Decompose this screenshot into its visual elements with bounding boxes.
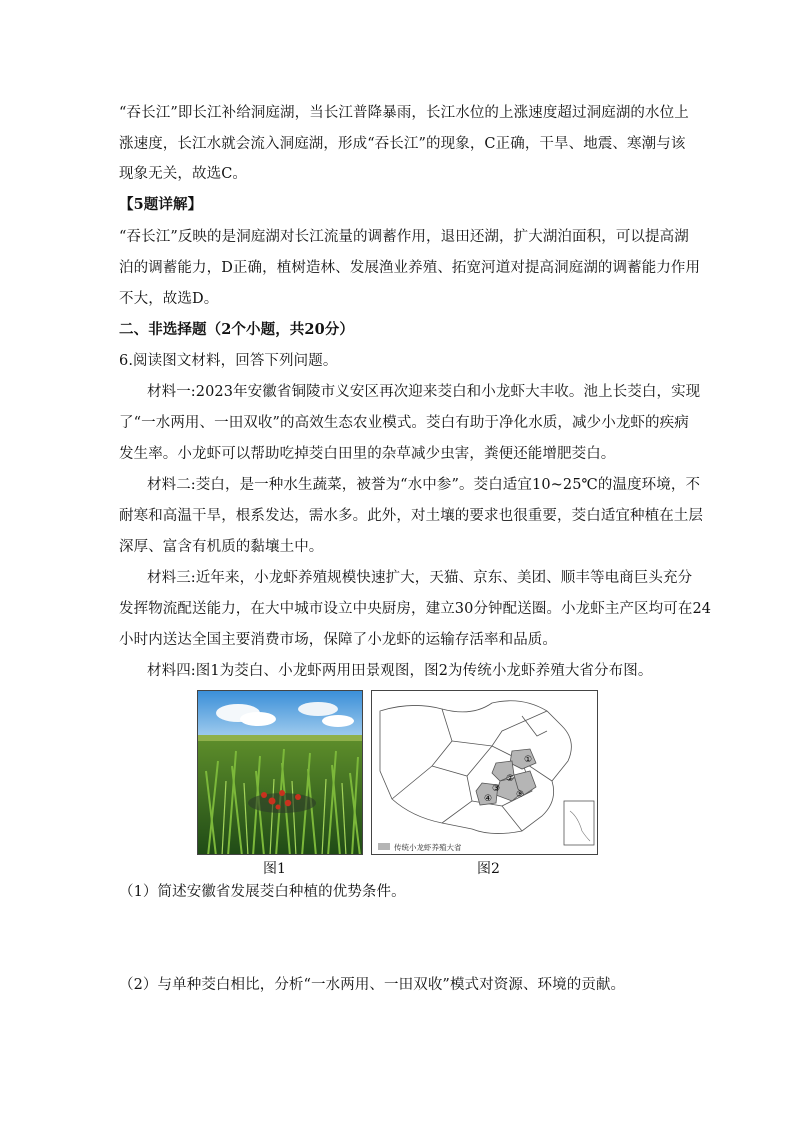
figure-2-caption: 图2 (477, 861, 500, 877)
material-text: 发挥物流配送能力，在大中城市设立中央厨房，建立30分钟配送圈。小龙虾主产区均可在24 (119, 601, 712, 617)
material-text: 发生率。小龙虾可以帮助吃掉茭白田里的杂草减少虫害，粪便还能增肥茭白。 (119, 446, 616, 462)
text-line: “吞长江”即长江补给洞庭湖，当长江普降暴雨，长江水位的上涨速度超过洞庭湖的水位上 (119, 105, 689, 121)
material-text: 材料三:近年来，小龙虾养殖规模快速扩大，天猫、京东、美团、顺丰等电商巨头充分 (147, 570, 693, 586)
china-province-map (372, 691, 598, 855)
field-photo-image (198, 691, 363, 855)
material-text: 小时内送达全国主要消费市场，保障了小龙虾的运输存活率和品质。 (119, 632, 557, 648)
figure-1-photo (197, 690, 363, 855)
map-legend-text: 传统小龙虾养殖大省 (394, 843, 462, 852)
map-label: ① (523, 755, 533, 765)
map-label: ③ (491, 784, 501, 794)
text-line: 涨速度，长江水就会流入洞庭湖，形成“吞长江”的现象，C正确，干旱、地震、寒潮与该 (119, 136, 686, 152)
material-text: 了“一水两用、一田双收”的高效生态农业模式。茭白有助于净化水质，减少小龙虾的疾病 (119, 415, 689, 431)
question-stem: 6.阅读图文材料，回答下列问题。 (119, 353, 338, 369)
figure-2-map (371, 690, 598, 855)
material-text: 材料二:茭白，是一种水生蔬菜，被誉为“水中参”。茭白适宜10~25℃的温度环境，不 (147, 477, 701, 493)
sub-question-2: （2）与单种茭白相比，分析“一水两用、一田双收”模式对资源、环境的贡献。 (119, 977, 626, 993)
material-text: 材料一:2023年安徽省铜陵市义安区再次迎来茭白和小龙虾大丰收。池上长茭白，实现 (147, 384, 701, 400)
text-line: “吞长江”反映的是洞庭湖对长江流量的调蓄作用，退田还湖，扩大湖泊面积，可以提高湖 (119, 229, 689, 245)
material-text: 耐寒和高温干旱，根系发达，需水多。此外，对土壤的要求也很重要，茭白适宜种植在土层 (119, 508, 703, 524)
text-line: 泊的调蓄能力，D正确，植树造林、发展渔业养殖、拓宽河道对提高洞庭湖的调蓄能力作用 (119, 260, 701, 276)
section-heading: 【5题详解】 (119, 196, 203, 213)
material-text: 深厚、富含有机质的黏壤土中。 (119, 539, 324, 555)
material-text: 材料四:图1为茭白、小龙虾两用田景观图，图2为传统小龙虾养殖大省分布图。 (147, 663, 653, 679)
sub-question-1: （1）简述安徽省发展茭白种植的优势条件。 (119, 884, 406, 900)
map-label: ② (505, 774, 515, 784)
section-heading: 二、非选择题（2个小题，共20分） (119, 321, 354, 338)
map-label: ⑤ (515, 790, 525, 800)
map-label: ④ (483, 794, 493, 804)
text-line: 现象无关，故选C。 (119, 166, 247, 182)
figure-1-caption: 图1 (263, 861, 286, 877)
text-line: 不大，故选D。 (119, 291, 219, 307)
